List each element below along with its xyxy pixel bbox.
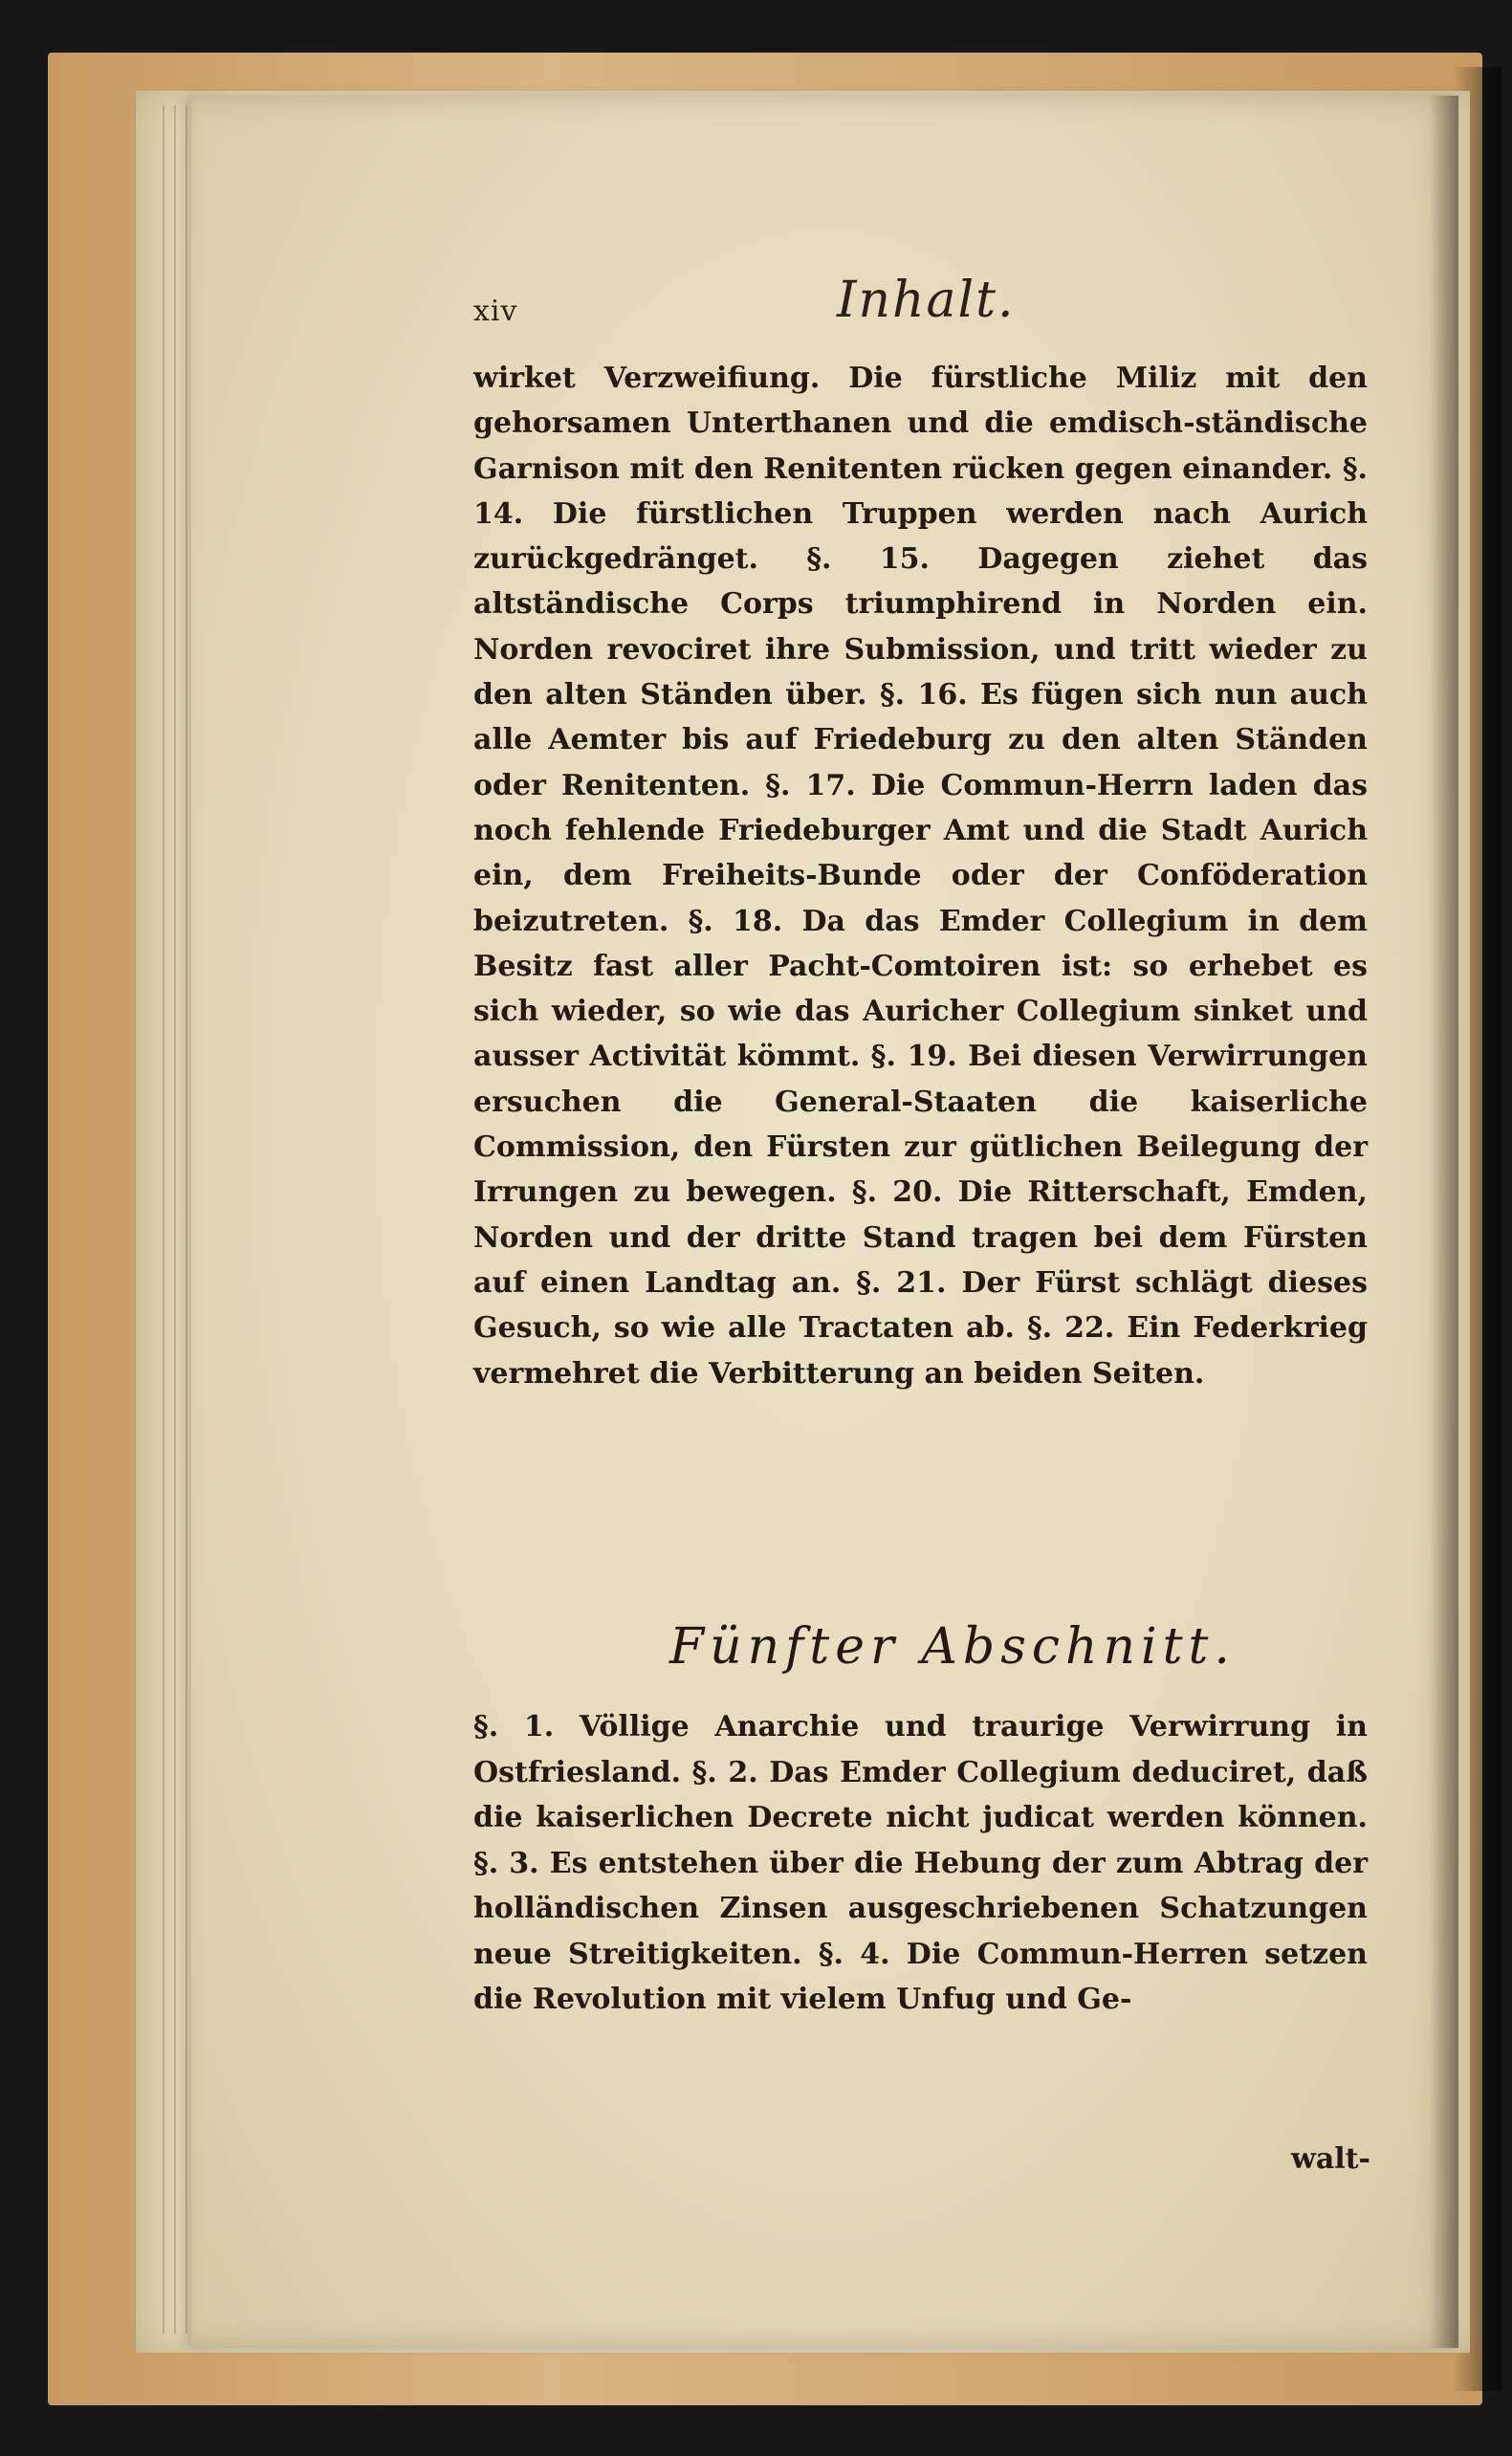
page-edge-line — [163, 105, 164, 2334]
page-header — [473, 268, 1363, 329]
gutter-shadow — [1430, 96, 1458, 2348]
section-heading: Fünfter Abschnitt. — [669, 1618, 1236, 1676]
page-edge-line — [186, 105, 187, 2334]
page-number: xiv — [473, 295, 518, 328]
running-title: Inhalt. — [837, 272, 1016, 329]
body-paragraph-1: wirket Verzweifiung. Die fürstliche Miliz mit den gehorsamen Unterthanen und die emdisch-ständische Garnison mit den Renitenten rücken gegen einander. §. 14. Die fürstlichen Truppen werden nach Aurich zurückgedränget. §. 15. Dagegen ziehet das altständische Corps triumphirend in Norden ein. Norden revociret ihre Submission, und tritt wieder zu den alten Ständen über. §. 16. Es fügen sich nun auch alle Aemter bis auf Friedeburg zu den alten Ständen oder Renitenten. §. 17. Die Commun-Herrn laden das noch fehlende Friedeburger Amt und die Stadt Aurich ein, dem Freiheits-Bunde oder der Conföderation beizutreten. §. 18. Da das Emder Collegium in dem Besitz fast aller Pacht-Comtoiren ist: so erhebet es sich wieder, so wie das Auricher Collegium sinket und ausser Activität kömmt. §. 19. Bei diesen Verwirrungen ersuchen die General-Staaten die kaiserliche Commission, den Fürsten zur gütlichen Beilegung der Irrungen zu bewegen. §. 20. Die Ritterschaft, Emden, Norden und der dritte Stand tragen bei dem Fürsten auf einen Landtag an. §. 21. Der Fürst schlägt dieses Gesuch, so wie alle Tractaten ab. §. 22. Ein Federkrieg vermehret die Verbitterung an beiden Seiten. — [473, 362, 1368, 1391]
body-paragraph-2: §. 1. Völlige Anarchie und traurige Verwirrung in Ostfriesland. §. 2. Das Emder Collegium deduciret, daß die kaiserlichen Decrete nicht judicat werden können. §. 3. Es entstehen über die Hebung der zum Abtrag der holländischen Zinsen ausgeschriebenen Schatzungen neue Streitigkeiten. §. 4. Die Commun-Herren setzen die Revolution mit vielem Unfug und Ge- — [473, 1710, 1368, 2016]
catchword: walt- — [1291, 2142, 1370, 2176]
page-edge-line — [174, 105, 176, 2334]
